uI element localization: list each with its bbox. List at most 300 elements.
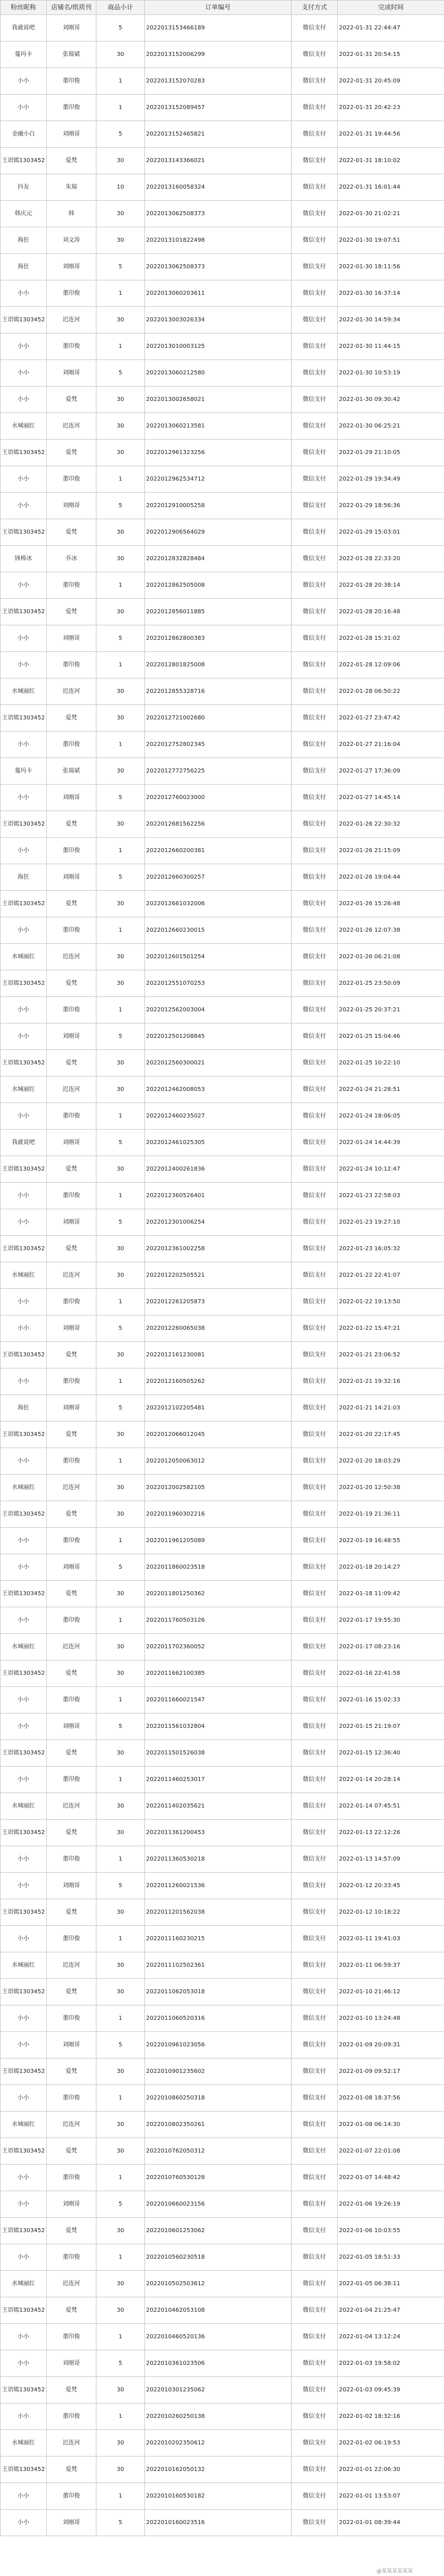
payment-method-cell: 微信支付 [292, 1820, 338, 1846]
subtotal-cell: 30 [96, 2430, 145, 2457]
subtotal-cell: 1 [96, 1607, 145, 1634]
order-number-cell: 2022010460520136 [145, 2324, 292, 2350]
shop-name-cell: 董印俊 [47, 68, 96, 95]
shop-name-cell: 董印俊 [47, 1528, 96, 1554]
subtotal-cell: 5 [96, 1023, 145, 1050]
table-row [1, 891, 444, 917]
subtotal-cell: 30 [96, 2271, 145, 2297]
table-row [1, 599, 444, 625]
subtotal-cell: 30 [96, 1979, 145, 2005]
order-number-cell: 2022010601253062 [145, 2218, 292, 2244]
table-row [1, 1236, 444, 1262]
table-row [1, 864, 444, 891]
subtotal-cell: 1 [96, 1767, 145, 1793]
payment-method-cell: 微信支付 [292, 2191, 338, 2218]
subtotal-cell: 30 [96, 1050, 145, 1077]
subtotal-cell: 30 [96, 678, 145, 705]
order-number-cell: 2022012160505262 [145, 1368, 292, 1395]
subtotal-cell: 30 [96, 1501, 145, 1528]
payment-method-cell: 微信支付 [292, 2297, 338, 2324]
completion-time-cell: 2022-01-01 08:39:44 [338, 2510, 444, 2536]
fan-nickname-cell: 小小 [1, 1315, 47, 1342]
table-row [1, 1183, 444, 1209]
subtotal-cell: 5 [96, 1130, 145, 1156]
shop-name-cell: 韩 [47, 201, 96, 227]
fan-nickname-cell: 小小 [1, 1846, 47, 1873]
table-row [1, 1103, 444, 1130]
payment-method-cell: 微信支付 [292, 280, 338, 307]
fan-nickname-cell: 小小 [1, 95, 47, 121]
payment-method-cell: 微信支付 [292, 1050, 338, 1077]
completion-time-cell: 2022-01-18 20:14:27 [338, 1554, 444, 1581]
completion-time-cell: 2022-01-02 18:32:16 [338, 2403, 444, 2430]
completion-time-cell: 2022-01-22 15:47:21 [338, 1315, 444, 1342]
subtotal-cell: 30 [96, 1581, 145, 1607]
payment-method-cell: 微信支付 [292, 2165, 338, 2191]
order-number-cell: 2022013060203611 [145, 280, 292, 307]
completion-time-cell: 2022-01-21 23:06:52 [338, 1342, 444, 1368]
order-number-cell: 2022012260065038 [145, 1315, 292, 1342]
shop-name-cell: 董印俊 [47, 280, 96, 307]
payment-method-cell: 微信支付 [292, 1422, 338, 1448]
table-row [1, 2430, 444, 2457]
completion-time-cell: 2022-01-24 21:28:51 [338, 1077, 444, 1103]
table-row [1, 121, 444, 148]
shop-name-cell: 爱梵 [47, 1050, 96, 1077]
shop-name-cell: 董印俊 [47, 2324, 96, 2350]
shop-name-cell: 迟连河 [47, 1262, 96, 1289]
table-row [1, 1209, 444, 1236]
order-number-cell: 2022011660021547 [145, 1687, 292, 1713]
shop-name-cell: 迟连河 [47, 1634, 96, 1660]
fan-nickname-cell: 小小 [1, 2483, 47, 2510]
subtotal-cell: 5 [96, 864, 145, 891]
payment-method-cell: 微信支付 [292, 121, 338, 148]
fan-nickname-cell: 小小 [1, 997, 47, 1023]
subtotal-cell: 30 [96, 2138, 145, 2165]
shop-name-cell: 刘刚哥 [47, 1554, 96, 1581]
shop-name-cell: 迟连河 [47, 1077, 96, 1103]
table-row [1, 652, 444, 678]
order-number-cell: 2022012760023000 [145, 785, 292, 811]
completion-time-cell: 2022-01-16 15:02:33 [338, 1687, 444, 1713]
header-row [1, 1, 444, 15]
subtotal-cell: 1 [96, 2244, 145, 2271]
payment-method-cell: 微信支付 [292, 546, 338, 572]
completion-time-cell: 2022-01-15 12:36:40 [338, 1740, 444, 1767]
completion-time-cell: 2022-01-03 19:58:02 [338, 2350, 444, 2377]
fan-nickname-cell: 水城丽红 [1, 2271, 47, 2297]
shop-name-cell: 爱梵 [47, 1899, 96, 1926]
fan-nickname-cell: 小小 [1, 2191, 47, 2218]
payment-method-cell: 微信支付 [292, 1846, 338, 1873]
table-row [1, 2005, 444, 2032]
order-number-cell: 2022010502503612 [145, 2271, 292, 2297]
fan-nickname-cell: 抖友 [1, 174, 47, 201]
payment-method-cell: 微信支付 [292, 1103, 338, 1130]
order-number-cell: 2022013010003125 [145, 333, 292, 360]
payment-method-cell: 微信支付 [292, 1581, 338, 1607]
shop-name-cell: 爱梵 [47, 599, 96, 625]
fan-nickname-cell: 海狂 [1, 864, 47, 891]
completion-time-cell: 2022-01-05 18:51:33 [338, 2244, 444, 2271]
payment-method-cell: 微信支付 [292, 758, 338, 785]
order-number-cell: 2022012660300257 [145, 864, 292, 891]
shop-name-cell: 张瑞斌 [47, 758, 96, 785]
shop-name-cell: 刘刚哥 [47, 360, 96, 387]
completion-time-cell: 2022-01-16 22:41:58 [338, 1660, 444, 1687]
fan-nickname-cell: 王语嫣1303452 [1, 1156, 47, 1183]
completion-time-cell: 2022-01-30 11:44:15 [338, 333, 444, 360]
shop-name-cell: 爱梵 [47, 148, 96, 174]
fan-nickname-cell: 水城丽红 [1, 413, 47, 440]
payment-method-cell: 微信支付 [292, 2138, 338, 2165]
order-number-cell: 2022010202350612 [145, 2430, 292, 2457]
shop-name-cell: 董印俊 [47, 732, 96, 758]
order-number-cell: 2022011160230215 [145, 1926, 292, 1952]
table-row [1, 1368, 444, 1395]
fan-nickname-cell: 小小 [1, 2510, 47, 2536]
table-row [1, 1077, 444, 1103]
order-number-cell: 2022011760503126 [145, 1607, 292, 1634]
subtotal-cell: 1 [96, 333, 145, 360]
table-row [1, 1262, 444, 1289]
shop-name-cell: 董印俊 [47, 1289, 96, 1315]
fan-nickname-cell: 水城丽红 [1, 678, 47, 705]
shop-name-cell: 爱梵 [47, 1422, 96, 1448]
shop-name-cell: 朱瑞 [47, 174, 96, 201]
shop-name-cell: 刘刚哥 [47, 1130, 96, 1156]
completion-time-cell: 2022-01-01 13:53:07 [338, 2483, 444, 2510]
fan-nickname-cell: 王语嫣1303452 [1, 1342, 47, 1368]
header-order-number: 订单编号 [145, 1, 292, 15]
subtotal-cell: 30 [96, 1475, 145, 1501]
subtotal-cell: 5 [96, 2191, 145, 2218]
fan-nickname-cell: 王语嫣1303452 [1, 1899, 47, 1926]
completion-time-cell: 2022-01-31 18:10:02 [338, 148, 444, 174]
order-number-cell: 2022011402035621 [145, 1793, 292, 1820]
subtotal-cell: 1 [96, 68, 145, 95]
completion-time-cell: 2022-01-21 14:21:03 [338, 1395, 444, 1422]
order-number-cell: 2022010260250138 [145, 2403, 292, 2430]
payment-method-cell: 微信支付 [292, 1183, 338, 1209]
order-number-cell: 2022012961323256 [145, 440, 292, 466]
completion-time-cell: 2022-01-29 18:56:36 [338, 493, 444, 519]
shop-name-cell: 爱梵 [47, 1740, 96, 1767]
completion-time-cell: 2022-01-24 14:44:39 [338, 1130, 444, 1156]
completion-time-cell: 2022-01-17 08:23:16 [338, 1634, 444, 1660]
table-row [1, 1607, 444, 1634]
order-number-cell: 2022010860250318 [145, 2085, 292, 2112]
shop-name-cell: 董印俊 [47, 997, 96, 1023]
subtotal-cell: 30 [96, 413, 145, 440]
table-row [1, 1501, 444, 1528]
table-row [1, 546, 444, 572]
table-row [1, 2271, 444, 2297]
table-row [1, 785, 444, 811]
fan-nickname-cell: 王语嫣1303452 [1, 440, 47, 466]
completion-time-cell: 2022-01-10 21:46:12 [338, 1979, 444, 2005]
shop-name-cell: 爱梵 [47, 1236, 96, 1262]
table-row [1, 1979, 444, 2005]
order-number-cell: 2022012855328716 [145, 678, 292, 705]
completion-time-cell: 2022-01-31 22:44:47 [338, 15, 444, 42]
shop-name-cell: 刘刚哥 [47, 2350, 96, 2377]
payment-method-cell: 微信支付 [292, 227, 338, 254]
subtotal-cell: 1 [96, 732, 145, 758]
order-number-cell: 2022012660230015 [145, 917, 292, 944]
table-row [1, 1660, 444, 1687]
subtotal-cell: 30 [96, 1077, 145, 1103]
order-number-cell: 2022012910005258 [145, 493, 292, 519]
subtotal-cell: 1 [96, 997, 145, 1023]
table-row [1, 1740, 444, 1767]
subtotal-cell: 1 [96, 2403, 145, 2430]
order-number-cell: 2022010660023156 [145, 2191, 292, 2218]
shop-name-cell: 刘刚哥 [47, 15, 96, 42]
order-number-cell: 2022012460235027 [145, 1103, 292, 1130]
subtotal-cell: 30 [96, 440, 145, 466]
completion-time-cell: 2022-01-28 06:50:22 [338, 678, 444, 705]
shop-name-cell: 董印俊 [47, 838, 96, 864]
fan-nickname-cell: 小小 [1, 493, 47, 519]
fan-nickname-cell: 小小 [1, 2032, 47, 2058]
fan-nickname-cell: 小小 [1, 1448, 47, 1475]
table-row [1, 705, 444, 732]
fan-nickname-cell: 小小 [1, 1103, 47, 1130]
payment-method-cell: 微信支付 [292, 785, 338, 811]
order-number-cell: 2022012066012045 [145, 1422, 292, 1448]
subtotal-cell: 1 [96, 466, 145, 493]
order-number-cell: 2022012601501254 [145, 944, 292, 970]
order-number-cell: 2022012661032006 [145, 891, 292, 917]
completion-time-cell: 2022-01-26 22:30:32 [338, 811, 444, 838]
table-row [1, 944, 444, 970]
order-number-cell: 2022013003026334 [145, 307, 292, 333]
fan-nickname-cell: 小小 [1, 68, 47, 95]
subtotal-cell: 30 [96, 227, 145, 254]
order-number-cell: 2022012721002680 [145, 705, 292, 732]
completion-time-cell: 2022-01-04 21:25:47 [338, 2297, 444, 2324]
payment-method-cell: 微信支付 [292, 2483, 338, 2510]
table-row [1, 2138, 444, 2165]
payment-method-cell: 微信支付 [292, 2377, 338, 2403]
completion-time-cell: 2022-01-25 23:50:09 [338, 970, 444, 997]
fan-nickname-cell: 小小 [1, 572, 47, 599]
shop-name-cell: 乔冰 [47, 546, 96, 572]
fan-nickname-cell: 小小 [1, 1528, 47, 1554]
shop-name-cell: 董印俊 [47, 95, 96, 121]
order-number-cell: 2022012360526401 [145, 1183, 292, 1209]
order-number-cell: 2022011662100385 [145, 1660, 292, 1687]
payment-method-cell: 微信支付 [292, 1262, 338, 1289]
table-row [1, 307, 444, 333]
subtotal-cell: 5 [96, 1315, 145, 1342]
shop-name-cell: 董印俊 [47, 1926, 96, 1952]
order-number-cell: 2022013062508373 [145, 201, 292, 227]
fan-nickname-cell: 王语嫣1303452 [1, 705, 47, 732]
order-number-cell: 2022012551070253 [145, 970, 292, 997]
subtotal-cell: 30 [96, 1634, 145, 1660]
completion-time-cell: 2022-01-17 19:55:30 [338, 1607, 444, 1634]
completion-time-cell: 2022-01-31 20:45:09 [338, 68, 444, 95]
subtotal-cell: 5 [96, 2510, 145, 2536]
completion-time-cell: 2022-01-29 21:10:05 [338, 440, 444, 466]
shop-name-cell: 刘刚哥 [47, 864, 96, 891]
table-row [1, 1554, 444, 1581]
subtotal-cell: 30 [96, 307, 145, 333]
shop-name-cell: 爱梵 [47, 2377, 96, 2403]
table-row [1, 227, 444, 254]
order-number-cell: 2022011201562038 [145, 1899, 292, 1926]
completion-time-cell: 2022-01-30 10:53:19 [338, 360, 444, 387]
subtotal-cell: 1 [96, 1926, 145, 1952]
payment-method-cell: 微信支付 [292, 42, 338, 68]
order-number-cell: 2022010762050312 [145, 2138, 292, 2165]
order-number-cell: 2022012202505521 [145, 1262, 292, 1289]
subtotal-cell: 5 [96, 360, 145, 387]
completion-time-cell: 2022-01-27 21:16:04 [338, 732, 444, 758]
order-number-cell: 2022013060213581 [145, 413, 292, 440]
payment-method-cell: 微信支付 [292, 864, 338, 891]
order-number-cell: 2022012752802345 [145, 732, 292, 758]
table-row [1, 201, 444, 227]
table-row [1, 1050, 444, 1077]
completion-time-cell: 2022-01-23 16:05:32 [338, 1236, 444, 1262]
completion-time-cell: 2022-01-30 14:59:34 [338, 307, 444, 333]
completion-time-cell: 2022-01-24 18:06:05 [338, 1103, 444, 1130]
payment-method-cell: 微信支付 [292, 705, 338, 732]
table-row [1, 2058, 444, 2085]
subtotal-cell: 30 [96, 201, 145, 227]
order-number-cell: 2022012562003004 [145, 997, 292, 1023]
shop-name-cell: 董印俊 [47, 1846, 96, 1873]
subtotal-cell: 5 [96, 2350, 145, 2377]
payment-method-cell: 微信支付 [292, 2112, 338, 2138]
fan-nickname-cell: 王语嫣1303452 [1, 2297, 47, 2324]
subtotal-cell: 30 [96, 1952, 145, 1979]
completion-time-cell: 2022-01-14 20:28:14 [338, 1767, 444, 1793]
order-number-cell: 2022010560230518 [145, 2244, 292, 2271]
fan-nickname-cell: 小小 [1, 1023, 47, 1050]
fan-nickname-cell: 小小 [1, 1873, 47, 1899]
payment-method-cell: 微信支付 [292, 1289, 338, 1315]
shop-name-cell: 刘刚哥 [47, 785, 96, 811]
order-number-cell: 2022011360530218 [145, 1846, 292, 1873]
fan-nickname-cell: 小小 [1, 1368, 47, 1395]
payment-method-cell: 微信支付 [292, 1315, 338, 1342]
completion-time-cell: 2022-01-01 22:06:30 [338, 2457, 444, 2483]
order-number-cell: 2022012560300021 [145, 1050, 292, 1077]
shop-name-cell: 爱梵 [47, 1581, 96, 1607]
fan-nickname-cell: 海狂 [1, 1395, 47, 1422]
subtotal-cell: 5 [96, 1395, 145, 1422]
table-row [1, 2112, 444, 2138]
order-number-cell: 2022010162050132 [145, 2457, 292, 2483]
completion-time-cell: 2022-01-30 19:07:51 [338, 227, 444, 254]
fan-nickname-cell: 小小 [1, 917, 47, 944]
fan-nickname-cell: 水城丽红 [1, 2112, 47, 2138]
shop-name-cell: 爱梵 [47, 1501, 96, 1528]
shop-name-cell: 刘刚哥 [47, 1873, 96, 1899]
completion-time-cell: 2022-01-19 21:36:11 [338, 1501, 444, 1528]
fan-nickname-cell: 小小 [1, 387, 47, 413]
order-number-cell: 2022012301006254 [145, 1209, 292, 1236]
subtotal-cell: 30 [96, 1422, 145, 1448]
subtotal-cell: 5 [96, 625, 145, 652]
table-row [1, 2085, 444, 2112]
subtotal-cell: 30 [96, 2297, 145, 2324]
table-row [1, 678, 444, 705]
subtotal-cell: 5 [96, 1209, 145, 1236]
payment-method-cell: 微信支付 [292, 148, 338, 174]
order-number-cell: 2022011062053018 [145, 1979, 292, 2005]
payment-method-cell: 微信支付 [292, 2510, 338, 2536]
table-row [1, 333, 444, 360]
order-number-cell: 2022012050063012 [145, 1448, 292, 1475]
subtotal-cell: 1 [96, 1528, 145, 1554]
shop-name-cell: 迟连河 [47, 413, 96, 440]
fan-nickname-cell: 王语嫣1303452 [1, 1581, 47, 1607]
table-row [1, 1581, 444, 1607]
fan-nickname-cell: 小小 [1, 1607, 47, 1634]
completion-time-cell: 2022-01-06 10:03:55 [338, 2218, 444, 2244]
completion-time-cell: 2022-01-31 20:54:15 [338, 42, 444, 68]
subtotal-cell: 1 [96, 2483, 145, 2510]
order-number-cell: 2022010361023506 [145, 2350, 292, 2377]
subtotal-cell: 10 [96, 174, 145, 201]
shop-name-cell: 董印俊 [47, 1103, 96, 1130]
subtotal-cell: 1 [96, 1687, 145, 1713]
subtotal-cell: 1 [96, 2085, 145, 2112]
fan-nickname-cell: 水城丽红 [1, 1634, 47, 1660]
payment-method-cell: 微信支付 [292, 1528, 338, 1554]
fan-nickname-cell: 小小 [1, 2165, 47, 2191]
table-row [1, 838, 444, 864]
shop-name-cell: 爱梵 [47, 1660, 96, 1687]
shop-name-cell: 爱梵 [47, 891, 96, 917]
order-number-cell: 2022011961205089 [145, 1528, 292, 1554]
completion-time-cell: 2022-01-12 10:18:22 [338, 1899, 444, 1926]
payment-method-cell: 微信支付 [292, 493, 338, 519]
completion-time-cell: 2022-01-03 09:45:39 [338, 2377, 444, 2403]
fan-nickname-cell: 小小 [1, 1209, 47, 1236]
table-row [1, 387, 444, 413]
payment-method-cell: 微信支付 [292, 2032, 338, 2058]
completion-time-cell: 2022-01-28 12:09:06 [338, 652, 444, 678]
fan-nickname-cell: 王语嫣1303452 [1, 891, 47, 917]
subtotal-cell: 30 [96, 970, 145, 997]
shop-name-cell: 刘刚哥 [47, 1713, 96, 1740]
payment-method-cell: 微信支付 [292, 15, 338, 42]
order-number-cell: 2022010961023056 [145, 2032, 292, 2058]
table-row [1, 1793, 444, 1820]
order-number-cell: 2022012660200381 [145, 838, 292, 864]
fan-nickname-cell: 王语嫣1303452 [1, 2218, 47, 2244]
shop-name-cell: 爱梵 [47, 2058, 96, 2085]
fan-nickname-cell: 王语嫣1303452 [1, 1236, 47, 1262]
subtotal-cell: 1 [96, 2324, 145, 2350]
completion-time-cell: 2022-01-31 20:42:23 [338, 95, 444, 121]
completion-time-cell: 2022-01-07 14:48:42 [338, 2165, 444, 2191]
payment-method-cell: 微信支付 [292, 1793, 338, 1820]
shop-name-cell: 刘刚哥 [47, 1395, 96, 1422]
order-number-cell: 2022011102502361 [145, 1952, 292, 1979]
fan-nickname-cell: 海狂 [1, 227, 47, 254]
subtotal-cell: 30 [96, 2218, 145, 2244]
fan-nickname-cell: 小小 [1, 360, 47, 387]
order-number-cell: 2022013152089457 [145, 95, 292, 121]
